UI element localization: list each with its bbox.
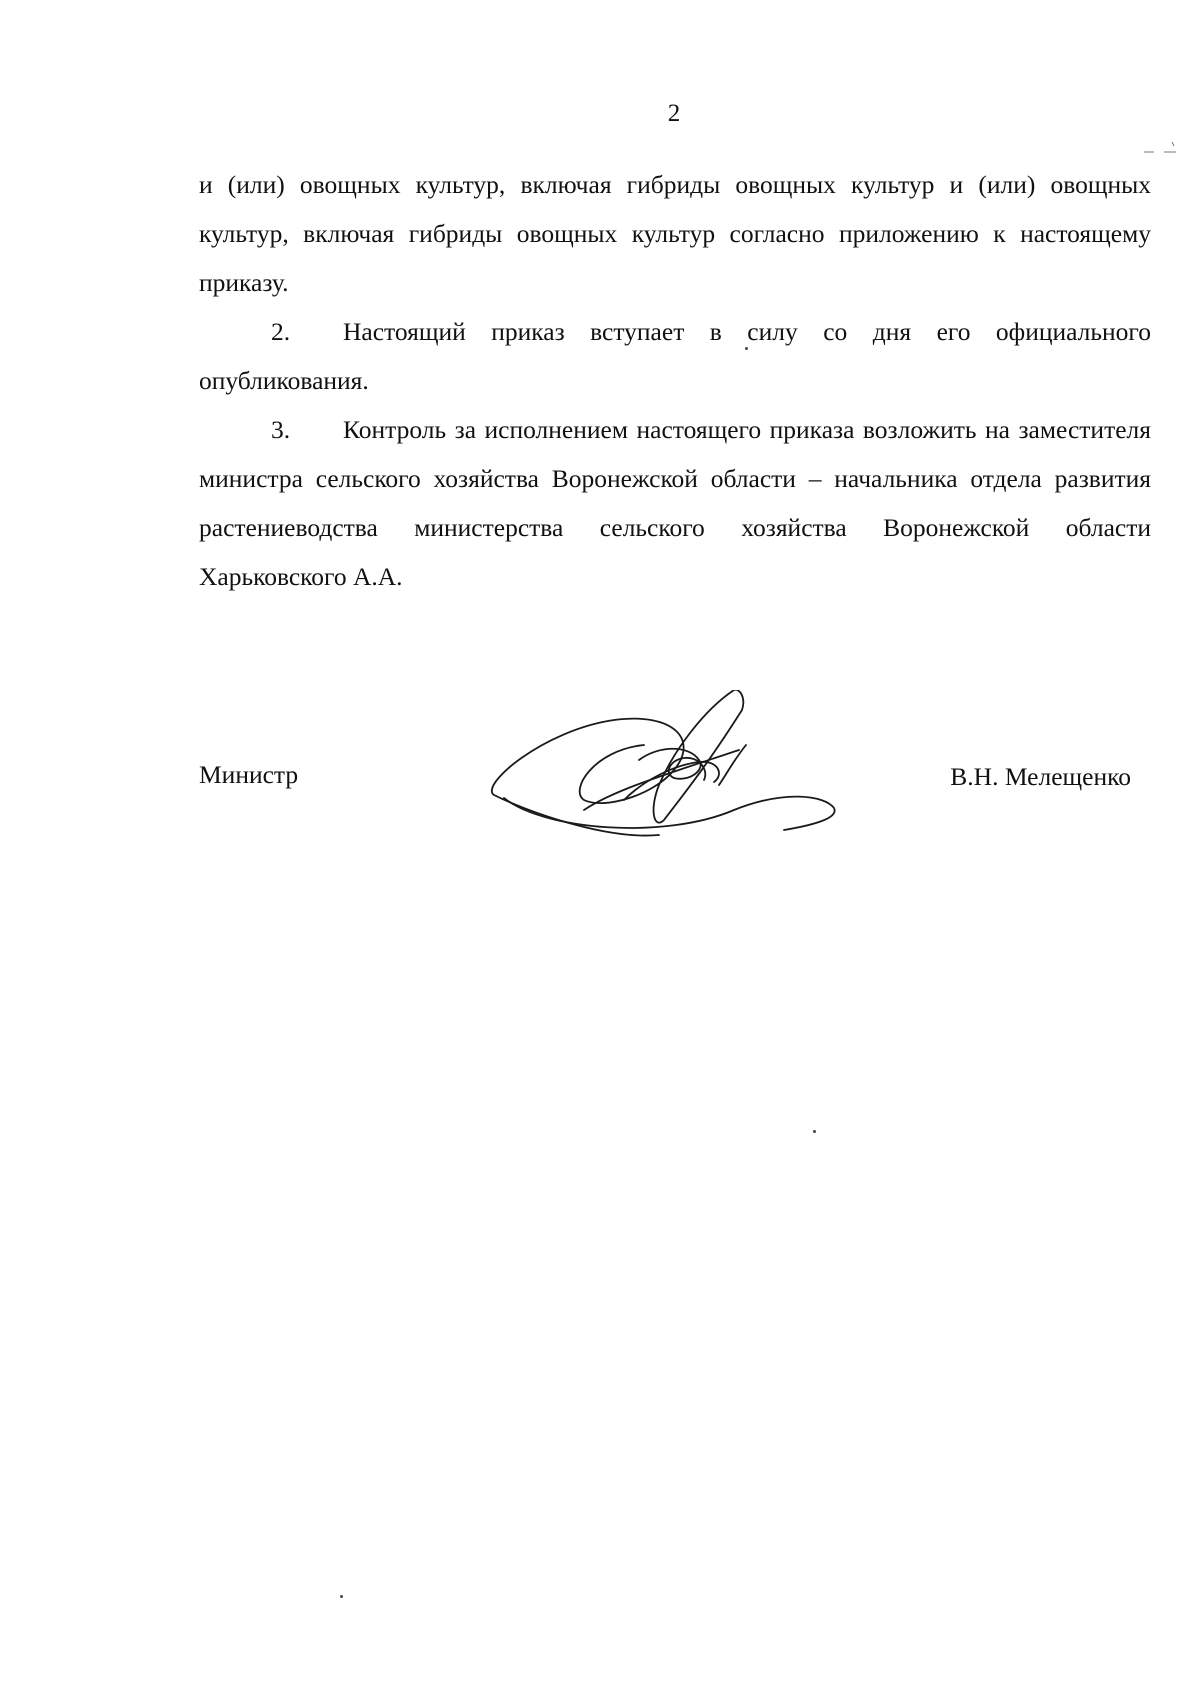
item-text: Настоящий приказ вступает в силу со дня его официального опубликования.	[199, 317, 1151, 395]
scan-speck	[745, 347, 748, 350]
item-number: 3.	[271, 415, 291, 444]
paragraph-item-2	[199, 307, 1151, 405]
page-number: 2	[667, 100, 681, 127]
scan-speck	[340, 1595, 343, 1598]
document-body	[199, 160, 1151, 601]
signatory-name: В.Н. Мелещенко	[950, 762, 1131, 791]
corner-marks	[1140, 140, 1180, 160]
scan-speck	[813, 1130, 816, 1133]
paragraph-continuation: и (или) овощных культур, включая гибриды овощных культур и (или) овощных культур, включая гибриды овощных культур согласно приложению к настоящему приказу.	[199, 170, 1151, 297]
paragraph-item-3	[199, 405, 1151, 601]
signature-block	[199, 690, 1151, 870]
item-text: Контроль за исполнением настоящего приказа возложить на заместителя министра сельского хозяйства Воронежской области – начальника отдела развития растениеводства министерства сельского хозяйства Воронежской области Харьковского А.А.	[199, 415, 1151, 591]
handwritten-signature	[484, 690, 884, 870]
item-number: 2.	[271, 317, 291, 346]
signatory-title: Министр	[199, 760, 299, 789]
